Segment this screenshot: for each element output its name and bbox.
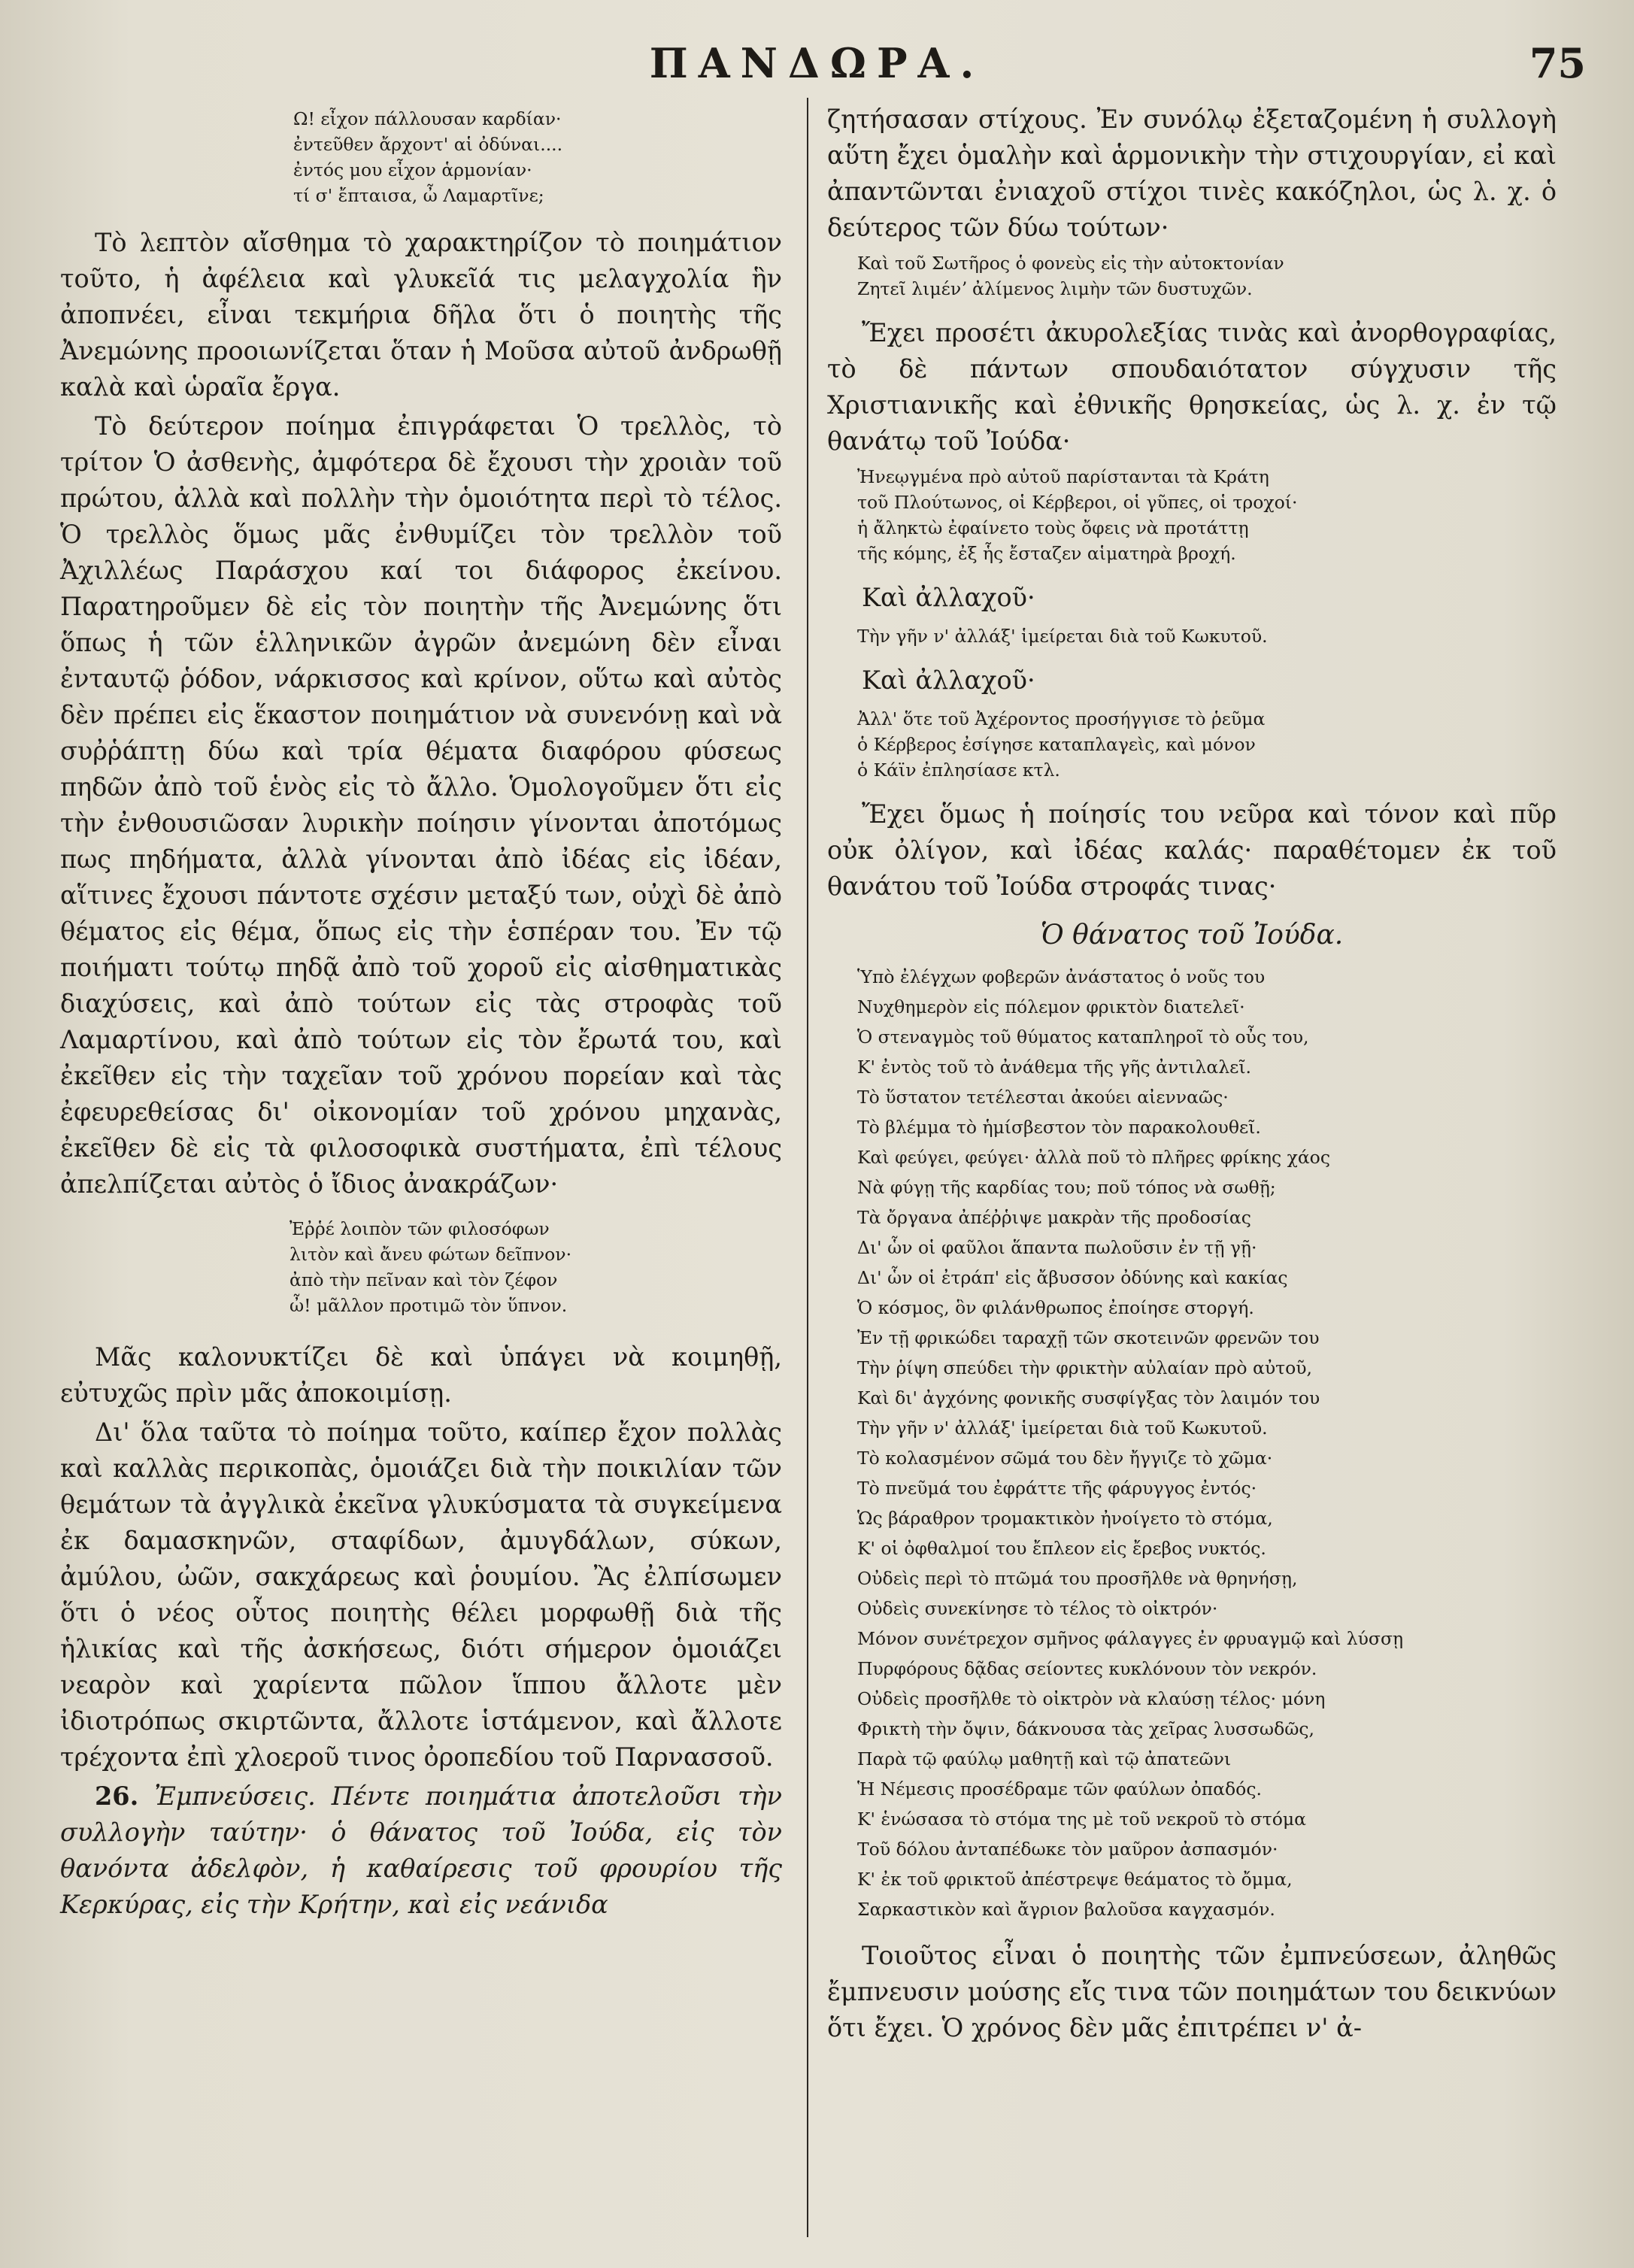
verse-block [857, 464, 1557, 566]
poem-line: Οὐδεὶς προσῆλθε τὸ οἰκτρὸν νὰ κλαύσῃ τέλος· μόνη [857, 1688, 1326, 1709]
poem-block [857, 962, 1557, 1924]
verse-block [857, 250, 1557, 302]
poem-line: Μόνον συνέτρεχον σμῆνος φάλαγγες ἐν φρυαγμῷ καὶ λύσσῃ [857, 1628, 1404, 1649]
page-header [0, 39, 1634, 92]
poem-line: Τὰ ὄργανα ἀπέῤῥιψε μακρὰν τῆς προδοσίας [857, 1207, 1251, 1228]
verse-line: τῆς κόμης, ἐξ ἧς ἔσταζεν αἱματηρὰ βροχή. [857, 543, 1236, 564]
verse-line: Ζητεῖ λιμένʼ ἀλίμενος λιμὴν τῶν δυστυχῶν. [857, 278, 1253, 299]
poem-line: Σαρκαστικὸν καὶ ἄγριον βαλοῦσα καγχασμόν. [857, 1899, 1275, 1920]
item-number: 26. [95, 1781, 139, 1811]
poem-line: Ἡ Νέμεσις προσέδραμε τῶν φαύλων ὀπαδός. [857, 1778, 1262, 1800]
poem-line: Τὴν γῆν ν' ἀλλάξ' ἱμείρεται διὰ τοῦ Κωκυτοῦ. [857, 1418, 1268, 1439]
poem-line: Νυχθημερὸν εἰς πόλεμον φρικτὸν διατελεῖ· [857, 996, 1245, 1017]
poem-line: Ὑπὸ ἐλέγχων φοβερῶν ἀνάστατος ὁ νοῦς του [857, 966, 1266, 987]
subheading: Καὶ ἀλλαχοῦ· [862, 583, 1035, 612]
verse-block [857, 623, 1557, 649]
right-column [827, 102, 1557, 2049]
poem-line: Δι' ὧν οἱ ἐτράπ' εἰς ἄβυσσον ὀδύνης καὶ κακίας [857, 1267, 1288, 1288]
verse-line: Ἠνεῳγμένα πρὸ αὐτοῦ παρίστανται τὰ Κράτη [857, 466, 1269, 487]
page-number: 75 [1529, 39, 1586, 87]
poem-line: Τὸ ὕστατον τετέλεσται ἀκούει αἰενναῶς· [857, 1087, 1229, 1108]
poem-line: Τὸ πνεῦμά του ἐφράττε τῆς φάρυγγος ἐντός· [857, 1478, 1257, 1499]
poem-line: Ἐν τῇ φρικώδει ταραχῇ τῶν σκοτεινῶν φρενῶν του [857, 1327, 1320, 1348]
verse-block [293, 106, 782, 208]
poem-line: Τὸ κολασμένον σῶμά του δὲν ἤγγιζε τὸ χῶμα· [857, 1448, 1273, 1469]
verse-line: ἐντός μου εἶχον ἁρμονίαν· [293, 159, 532, 180]
poem-line: Κ' ἐκ τοῦ φρικτοῦ ἀπέστρεψε θεάματος τὸ ὄμμα, [857, 1869, 1293, 1890]
poem-line: Κ' ἑνώσασα τὸ στόμα της μὲ τοῦ νεκροῦ τὸ στόμα [857, 1809, 1307, 1830]
paragraph: Τοιοῦτος εἶναι ὁ ποιητὴς τῶν ἐμπνεύσεων, ἀληθῶς ἔμπνευσιν μούσης εἴς τινα τῶν ποιημάτων του δεικνύων ὅτι ἔχει. Ὁ χρόνος δὲν μᾶς ἐπιτρέπει ν' ἀ- [827, 1941, 1557, 2042]
poem-line: Φρικτὴ τὴν ὄψιν, δάκνουσα τὰς χεῖρας λυσσωδῶς, [857, 1718, 1315, 1739]
verse-line: Ἀλλ' ὅτε τοῦ Ἀχέροντος προσήγγισε τὸ ῥεῦμα [857, 708, 1266, 729]
poem-line: Δι' ὧν οἱ φαῦλοι ἅπαντα πωλοῦσιν ἐν τῇ γῇ· [857, 1237, 1257, 1258]
journal-title: ΠΑΝΔΩΡΑ. [649, 39, 985, 87]
poem-line: Ὁ κόσμος, ὃν φιλάνθρωπος ἐποίησε στοργή. [857, 1297, 1254, 1318]
column-divider [807, 98, 808, 2237]
poem-line: Ὡς βάραθρον τρομακτικὸν ἠνοίγετο τὸ στόμα, [857, 1508, 1273, 1529]
verse-line: λιτὸν καὶ ἄνευ φώτων δεῖπνον· [290, 1244, 572, 1265]
poem-line: Ὁ στεναγμὸς τοῦ θύματος καταπληροῖ τὸ οὖς του, [857, 1026, 1309, 1048]
verse-line: ὁ Κέρβερος ἐσίγησε καταπλαγεὶς, καὶ μόνον [857, 734, 1256, 755]
verse-line: ὁ Κάϊν ἐπλησίασε κτλ. [857, 760, 1060, 781]
paragraph: Δι' ὅλα ταῦτα τὸ ποίημα τοῦτο, καίπερ ἔχον πολλὰς καὶ καλλὰς περικοπὰς, ὁμοιάζει διὰ τὴν ποικιλίαν τῶν θεμάτων τὰ ἀγγλικὰ ἐκεῖνα γλυκύσματα τὰ συγκείμενα ἐκ δαμασκηνῶν, σταφίδων, ἀμυγδάλων, σύκων, ἀμύλου, ὠῶν, σακχάρεως καὶ ῥουμίου. Ἂς ἐλπίσωμεν ὅτι ὁ νέος οὗτος ποιητὴς θέλει μορφωθῇ διὰ τῆς ἡλικίας καὶ τῆς ἀσκήσεως, διότι σήμερον ὁμοιάζει νεαρὸν καὶ χαρίεντα πῶλον ἵππου ἄλλοτε μὲν ἰδιοτρόπως σκιρτῶντα, ἄλλοτε ἱστάμενον, καὶ ἄλλοτε τρέχοντα ἐπὶ χλοεροῦ τινος ὀροπεδίου τοῦ Παρνασσοῦ. [60, 1418, 782, 1772]
poem-line: Καὶ δι' ἀγχόνης φονικῆς συσφίγξας τὸν λαιμόν του [857, 1387, 1320, 1408]
poem-line: Τοῦ δόλου ἀνταπέδωκε τὸν μαῦρον ἀσπασμόν· [857, 1839, 1278, 1860]
poem-title: Ὁ θάνατος τοῦ Ἰούδα. [1040, 920, 1344, 951]
subheading: Καὶ ἀλλαχοῦ· [862, 666, 1035, 695]
paragraph: Τὸ λεπτὸν αἴσθημα τὸ χαρακτηρίζον τὸ ποιημάτιον τοῦτο, ἡ ἀφέλεια καὶ γλυκεῖά τις μελαγχολία ἣν ἀποπνέει, εἶναι τεκμήρια δῆλα ὅτι ὁ ποιητὴς τῆς Ἀνεμώνης προοιωνίζεται ὅταν ἡ Μοῦσα αὐτοῦ ἀνδρωθῇ καλὰ καὶ ὡραῖα ἔργα. [60, 228, 782, 402]
paragraph-numbered [60, 1778, 782, 1923]
paragraph: Ἔχει ὅμως ἡ ποίησίς του νεῦρα καὶ τόνον καὶ πῦρ οὐκ ὀλίγον, καὶ ἰδέας καλάς· παραθέτομεν ἐκ τοῦ θανάτου τοῦ Ἰούδα στροφάς τινας· [827, 799, 1557, 901]
verse-block [290, 1216, 782, 1318]
paragraph: Ἔχει προσέτι ἀκυρολεξίας τινὰς καὶ ἀνορθογραφίας, τὸ δὲ πάντων σπουδαιότατον σύγχυσιν τῆς Χριστιανικῆς καὶ ἐθνικῆς θρησκείας, ὡς λ. χ. ἐν τῷ θανάτῳ τοῦ Ἰούδα· [827, 318, 1557, 456]
paragraph-text: Ἐμπνεύσεις. Πέντε ποιημάτια ἀποτελοῦσι τὴν συλλογὴν ταύτην· ὁ θάνατος τοῦ Ἰούδα, εἰς τὸν θανόντα ἀδελφὸν, ἡ καθαίρεσις τοῦ φρουρίου τῆς Κερκύρας, εἰς τὴν Κρήτην, καὶ εἰς νεάνιδα [60, 1781, 782, 1919]
verse-line: τί σ' ἔπταισα, ὦ Λαμαρτῖνε; [293, 185, 544, 206]
verse-line: Ω! εἶχον πάλλουσαν καρδίαν· [293, 108, 562, 129]
verse-line: τοῦ Πλούτωνος, οἱ Κέρβεροι, οἱ γῦπες, οἱ τροχοί· [857, 492, 1298, 513]
poem-line: Κ' οἱ ὀφθαλμοί του ἔπλεον εἰς ἔρεβος νυκτός. [857, 1538, 1266, 1559]
poem-line: Οὐδεὶς περὶ τὸ πτῶμά του προσῆλθε νὰ θρηνήσῃ, [857, 1568, 1298, 1589]
poem-line: Οὐδεὶς συνεκίνησε τὸ τέλος τὸ οἰκτρόν· [857, 1598, 1218, 1619]
poem-line: Πυρφόρους δᾷδας σείοντες κυκλόνουν τὸν νεκρόν. [857, 1658, 1317, 1679]
poem-line: Παρὰ τῷ φαύλῳ μαθητῇ καὶ τῷ ἀπατεῶνι [857, 1748, 1232, 1769]
paragraph: ζητήσασαν στίχους. Ἐν συνόλῳ ἐξεταζομένη ἡ συλλογὴ αὕτη ἔχει ὁμαλὴν καὶ ἁρμονικὴν τὴν στιχουργίαν, εἰ καὶ ἀπαντῶνται ἐνιαχοῦ στίχοι τινὲς κακόζηλοι, ὡς λ. χ. ὁ δεύτερος τῶν δύω τούτων· [827, 105, 1557, 242]
verse-line: Τὴν γῆν ν' ἀλλάξ' ἱμείρεται διὰ τοῦ Κωκυτοῦ. [857, 626, 1268, 647]
verse-line: ἀπὸ τὴν πεῖναν καὶ τὸν ζέφον [290, 1269, 558, 1290]
left-column [60, 102, 782, 1926]
paragraph: Τὸ δεύτερον ποίημα ἐπιγράφεται Ὁ τρελλὸς, τὸ τρίτον Ὁ ἀσθενὴς, ἀμφότερα δὲ ἔχουσι τὴν χροιὰν τοῦ πρώτου, ἀλλὰ καὶ πολλὴν τὴν ὁμοιότητα περὶ τὸ τέλος. Ὁ τρελλὸς ὅμως μᾶς ἐνθυμίζει τὸν τρελλὸν τοῦ Ἀχιλλέως Παράσχου καί τοι διάφορος ἐκείνου. Παρατηροῦμεν δὲ εἰς τὸν ποιητὴν τῆς Ἀνεμώνης ὅτι ὅπως ἡ τῶν ἑλληνικῶν ἀγρῶν ἀνεμώνη δὲν εἶναι ἐνταυτῷ ῥόδον, νάρκισσος καὶ κρίνον, οὕτω καὶ αὐτὸς δὲν πρέπει εἰς ἕκαστον ποιημάτιον νὰ συνενόνῃ καὶ νὰ συῤῥάπτῃ δύω καὶ τρία θέματα διαφόρου φύσεως πηδῶν ἀπὸ τοῦ ἑνὸς εἰς τὸ ἄλλο. Ὁμολογοῦμεν ὅτι εἰς τὴν ἐνθουσιῶσαν λυρικὴν ποίησιν γίνονται ἀποτόμως πως πηδήματα, ἀλλὰ γίνονται ἀπὸ ἰδέας εἰς ἰδέαν, αἵτινες ἔχουσι πάντοτε σχέσιν μεταξύ των, οὐχὶ δὲ ἀπὸ θέματος εἰς θέμα, ὅπως εἰς τὴν ἑσπέραν του. Ἐν τῷ ποιήματι τούτῳ πηδᾷ ἀπὸ τοῦ χοροῦ εἰς αἰσθηματικὰς διαχύσεις, καὶ ἀπὸ τούτων εἰς τὰς στροφὰς τοῦ Λαμαρτίνου, καὶ ἀπὸ τούτων εἰς τὸν ἔρωτά του, καὶ ἐκεῖθεν εἰς τὴν ταχεῖαν τοῦ χρόνου πορείαν καὶ τὰς ἐφευρεθείσας δι' οἰκονομίαν τοῦ χρόνου μηχανὰς, ἐκεῖθεν δὲ εἰς τὰ φιλοσοφικὰ συστήματα, ἐπὶ τέλους ἀπελπίζεται αὐτὸς ὁ ἴδιος ἀνακράζων· [60, 411, 782, 1199]
verse-line: ὦ! μᾶλλον προτιμῶ τὸν ὕπνον. [290, 1295, 568, 1316]
verse-block [857, 706, 1557, 783]
poem-line: Τὸ βλέμμα τὸ ἡμίσβεστον τὸν παρακολουθεῖ. [857, 1117, 1261, 1138]
verse-line: ἡ ἄληκτὼ ἐφαίνετο τοὺς ὄφεις νὰ προτάττῃ [857, 517, 1249, 538]
verse-line: Καὶ τοῦ Σωτῆρος ὁ φονεὺς εἰς τὴν αὐτοκτονίαν [857, 253, 1284, 274]
poem-line: Καὶ φεύγει, φεύγει· ἀλλὰ ποῦ τὸ πλῆρες φρίκης χάος [857, 1147, 1330, 1168]
verse-line: Ἐῤῥέ λοιπὸν τῶν φιλοσόφων [290, 1218, 550, 1239]
poem-line: Τὴν ῥίψη σπεύδει τὴν φρικτὴν αὐλαίαν πρὸ αὐτοῦ, [857, 1357, 1313, 1378]
poem-line: Νὰ φύγῃ τῆς καρδίας του; ποῦ τόπος νὰ σωθῇ; [857, 1177, 1276, 1198]
verse-line: ἐντεῦθεν ἄρχοντ' αἱ ὀδύναι.... [293, 134, 563, 155]
paragraph: Μᾶς καλονυκτίζει δὲ καὶ ὑπάγει νὰ κοιμηθῇ, εὐτυχῶς πρὶν μᾶς ἀποκοιμίσῃ. [60, 1342, 782, 1408]
poem-line: Κ' ἐντὸς τοῦ τὸ ἀνάθεμα τῆς γῆς ἀντιλαλεῖ. [857, 1057, 1251, 1078]
